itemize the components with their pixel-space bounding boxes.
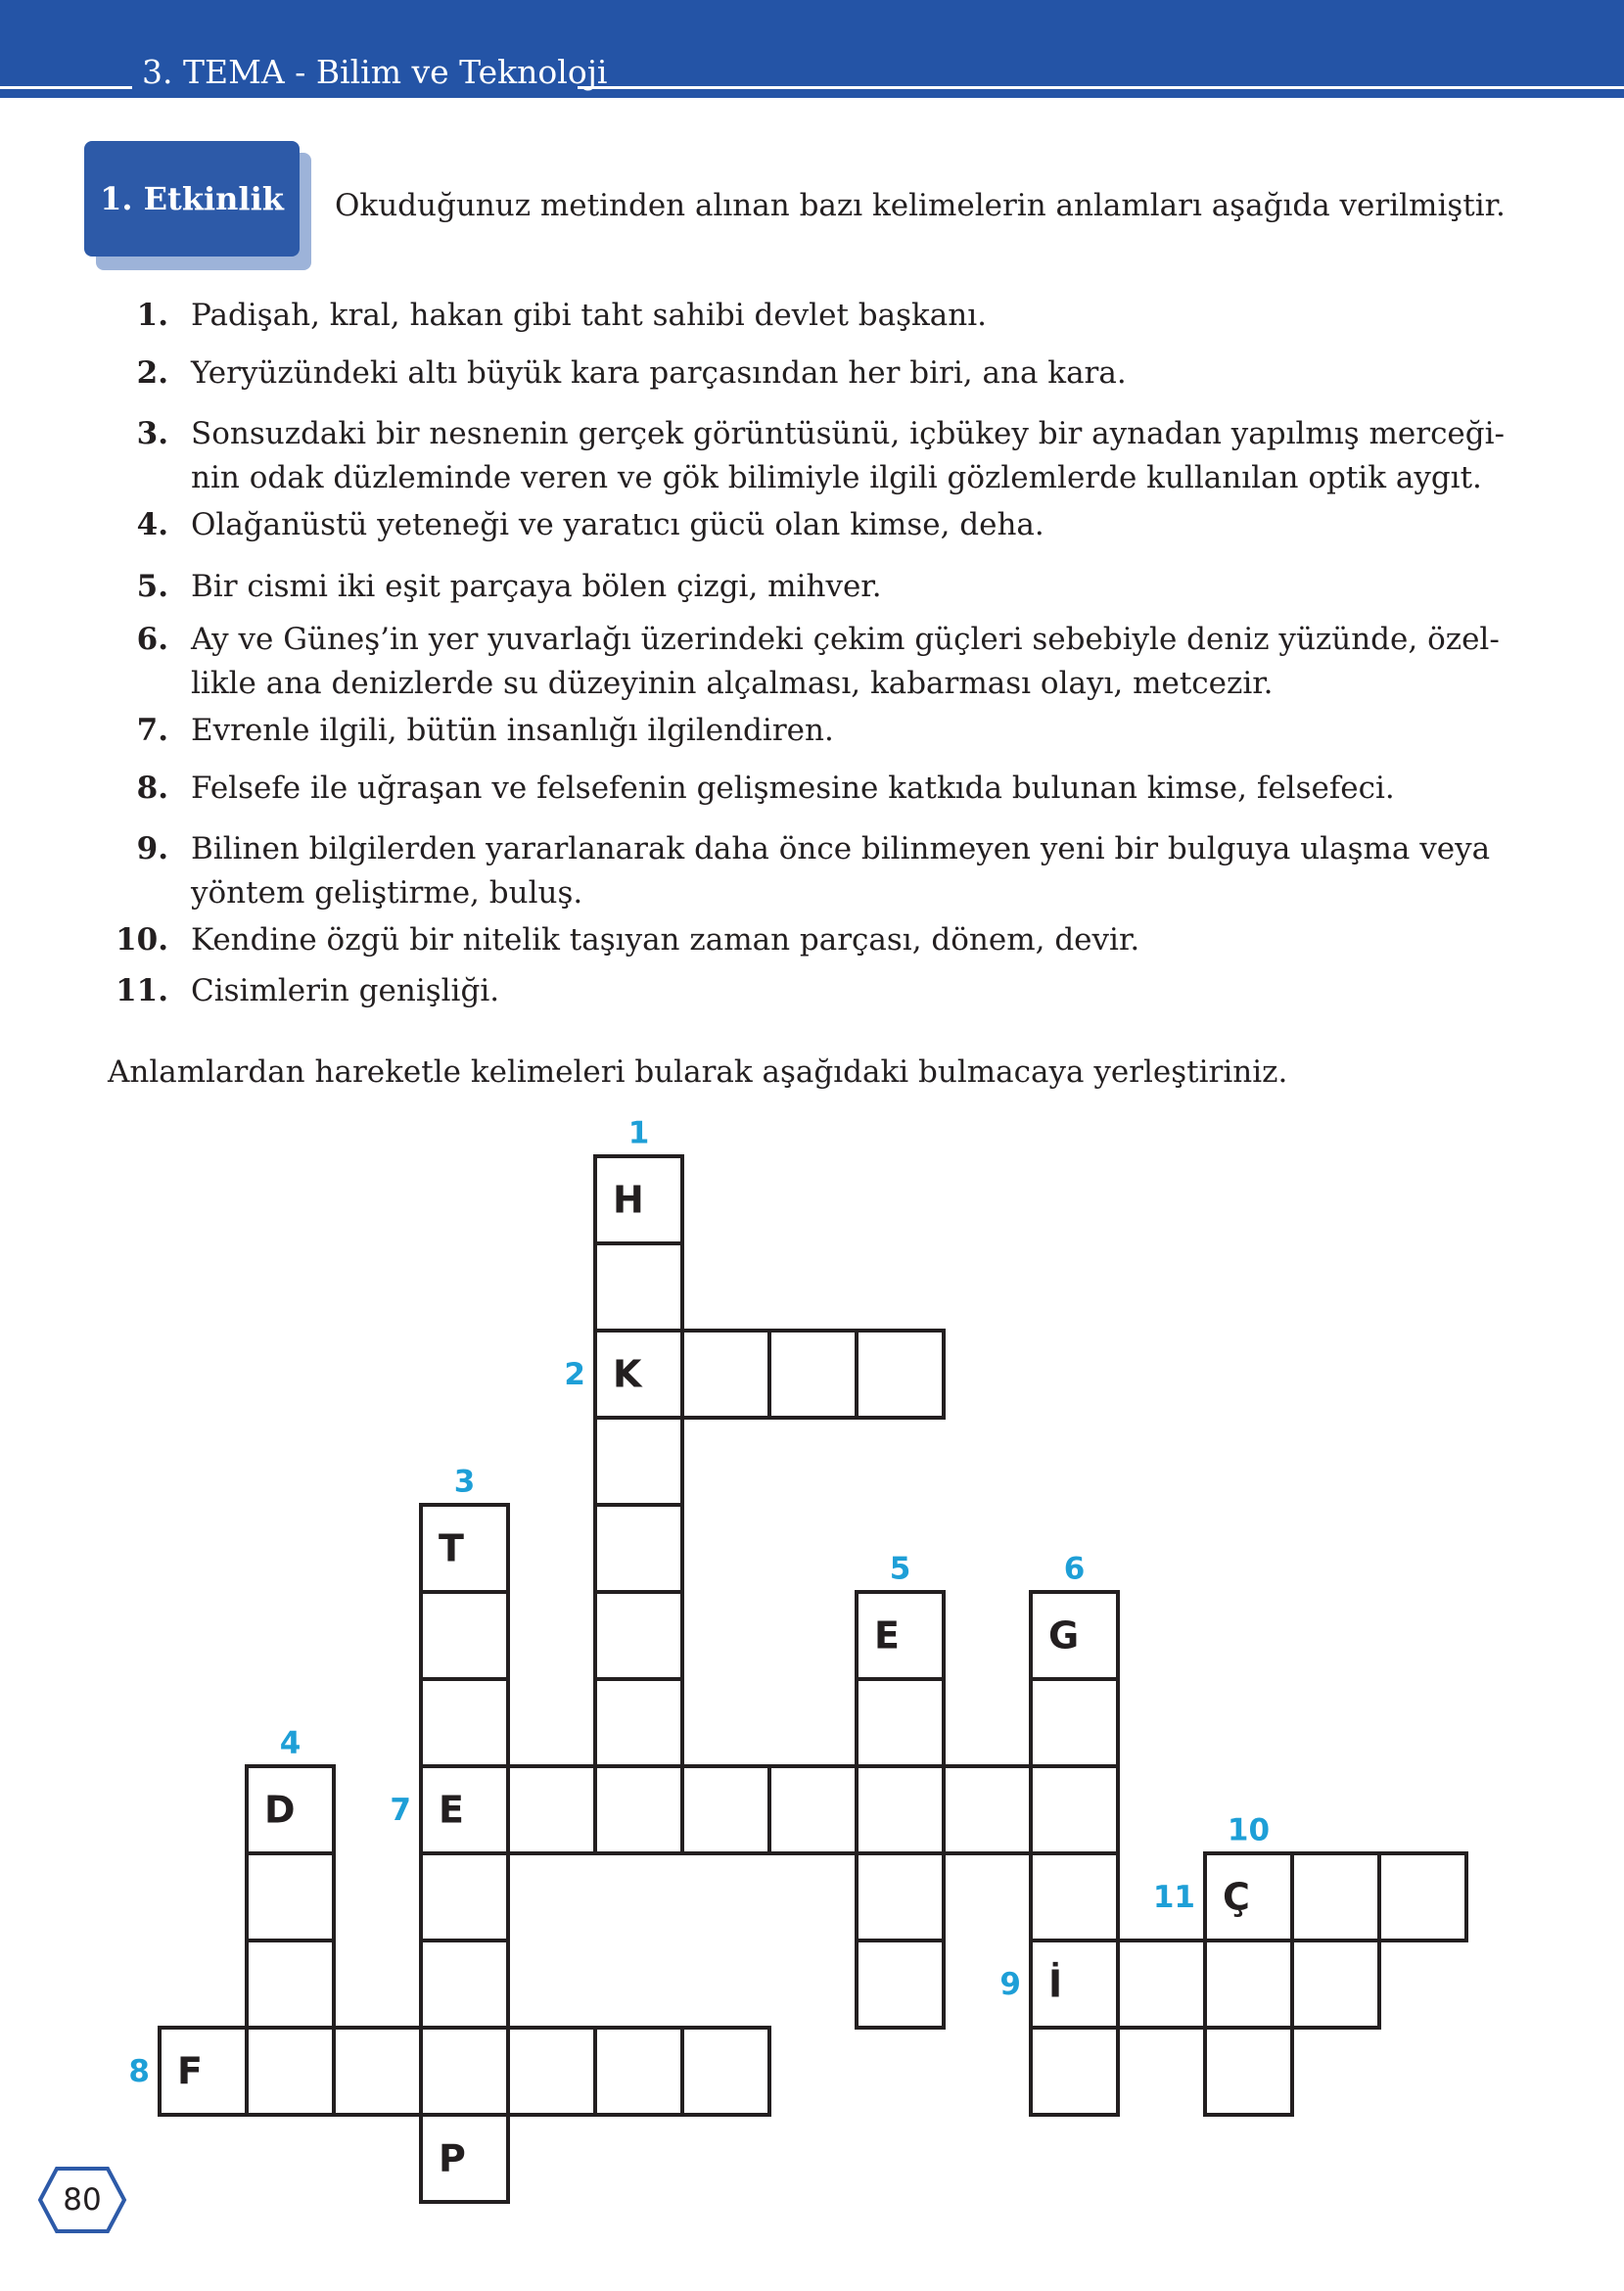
clue-number: 7 xyxy=(390,1793,411,1828)
clue-number: 3 xyxy=(453,1464,476,1500)
definition-text: Felsefe ile uğraşan ve felsefenin gelişmesine katkıda bulunan kimse, felsefeci. xyxy=(191,771,1395,806)
definition-text: Sonsuzdaki bir nesnenin gerçek görüntüsünü, içbükey bir aynadan yapılmış merceği- xyxy=(191,416,1506,451)
definition-number: 7. xyxy=(136,713,168,748)
given-letter: K xyxy=(613,1352,642,1396)
definition-text: Ay ve Güneş’in yer yuvarlağı üzerindeki çekim güçleri sebebiyle deniz yüzünde, özel- xyxy=(191,622,1500,657)
given-letter: Ç xyxy=(1223,1875,1250,1919)
given-letter: H xyxy=(613,1178,644,1222)
given-letter: G xyxy=(1048,1613,1080,1658)
given-letter: P xyxy=(439,2136,466,2180)
definition-text: likle ana denizlerde su düzeyinin alçalması, kabarması olayı, metcezir. xyxy=(191,666,1274,701)
crossword-cell[interactable] xyxy=(247,2028,334,2115)
crossword-cell[interactable] xyxy=(857,1331,944,1418)
crossword-cell[interactable] xyxy=(944,1766,1031,1853)
activity-intro: Okuduğunuz metinden alınan bazı kelimelerin anlamları aşağıda verilmiştir. xyxy=(335,188,1506,223)
given-letter: D xyxy=(264,1788,296,1832)
clue-number: 2 xyxy=(564,1357,585,1392)
clue-number: 10 xyxy=(1227,1812,1271,1848)
clue-number: 4 xyxy=(279,1725,302,1761)
definition-text: Bilinen bilgilerden yararlanarak daha önce bilinmeyen yeni bir bulguya ulaşma veya xyxy=(191,831,1491,866)
definition-number: 8. xyxy=(136,771,168,806)
definition-text: Bir cismi iki eşit parçaya bölen çizgi, mihver. xyxy=(191,569,882,604)
crossword-cell[interactable] xyxy=(682,1766,769,1853)
clue-number: 1 xyxy=(627,1115,650,1151)
clue-number: 8 xyxy=(128,2054,150,2089)
page-number: 80 xyxy=(63,2182,102,2218)
definition-number: 6. xyxy=(136,622,168,657)
definition-text: Kendine özgü bir nitelik taşıyan zaman parçası, dönem, devir. xyxy=(191,922,1140,958)
crossword-cell[interactable] xyxy=(769,1766,857,1853)
clue-number: 9 xyxy=(999,1967,1021,2002)
crossword-cell[interactable] xyxy=(1292,1940,1379,2028)
crossword-cell[interactable] xyxy=(857,1766,944,1853)
crossword-cell[interactable] xyxy=(421,1766,508,1853)
crossword-cell[interactable] xyxy=(247,1940,334,2028)
crossword-cell[interactable] xyxy=(1292,1853,1379,1940)
crossword-cell[interactable] xyxy=(857,1853,944,1940)
puzzle-instruction: Anlamlardan hareketle kelimeleri bularak aşağıdaki bulmacaya yerleştiriniz. xyxy=(108,1054,1288,1090)
crossword-cell[interactable] xyxy=(1031,1853,1118,1940)
crossword-cell[interactable] xyxy=(595,1679,682,1766)
crossword-cell[interactable] xyxy=(595,1418,682,1505)
crossword-cell[interactable] xyxy=(334,2028,421,2115)
definition-number: 2. xyxy=(136,355,168,391)
definition-number: 9. xyxy=(136,831,168,866)
crossword-cell[interactable] xyxy=(1205,1940,1292,2028)
crossword-cell[interactable] xyxy=(1031,2028,1118,2115)
definition-number: 3. xyxy=(136,416,168,451)
given-letter: T xyxy=(439,1526,464,1570)
definition-text: Olağanüstü yeteneği ve yaratıcı gücü olan kimse, deha. xyxy=(191,507,1044,542)
given-letter: F xyxy=(177,2049,203,2093)
crossword-cell[interactable] xyxy=(595,2028,682,2115)
crossword-cell[interactable] xyxy=(508,2028,595,2115)
chapter-title: 3. TEMA - Bilim ve Teknoloji xyxy=(142,53,608,91)
crossword-cell[interactable] xyxy=(1031,1679,1118,1766)
crossword-cell[interactable] xyxy=(421,1592,508,1679)
clue-number: 11 xyxy=(1152,1880,1195,1915)
definition-text: Evrenle ilgili, bütün insanlığı ilgilendiren. xyxy=(191,713,834,748)
given-letter: E xyxy=(874,1613,900,1658)
clue-number: 5 xyxy=(889,1551,911,1587)
crossword-cell[interactable] xyxy=(247,1853,334,1940)
crossword-cell[interactable] xyxy=(1379,1853,1466,1940)
given-letter: E xyxy=(439,1788,464,1832)
definition-text: Padişah, kral, hakan gibi taht sahibi devlet başkanı. xyxy=(191,298,987,333)
crossword-cell[interactable] xyxy=(1205,2028,1292,2115)
crossword-cell[interactable] xyxy=(1031,1940,1118,2028)
crossword-cell[interactable] xyxy=(682,1331,769,1418)
crossword-cell[interactable] xyxy=(595,1592,682,1679)
crossword-cell[interactable] xyxy=(595,1766,682,1853)
given-letter: İ xyxy=(1048,1962,1063,2006)
activity-label: 1. Etkinlik xyxy=(84,141,300,257)
crossword-cell[interactable] xyxy=(1118,1940,1205,2028)
crossword-cell[interactable] xyxy=(160,2028,247,2115)
crossword-cell[interactable] xyxy=(1031,1766,1118,1853)
definition-number: 1. xyxy=(136,298,168,333)
clue-number: 6 xyxy=(1063,1551,1086,1587)
crossword-cell[interactable] xyxy=(595,1243,682,1331)
crossword-cell[interactable] xyxy=(595,1505,682,1592)
crossword-cell[interactable] xyxy=(421,1505,508,1592)
definition-number: 11. xyxy=(116,973,168,1008)
definition-number: 5. xyxy=(136,569,168,604)
definition-text: Yeryüzündeki altı büyük kara parçasından her biri, ana kara. xyxy=(191,355,1127,391)
crossword-cell[interactable] xyxy=(857,1679,944,1766)
crossword-cell[interactable] xyxy=(857,1592,944,1679)
crossword-cell[interactable] xyxy=(857,1940,944,2028)
crossword-cell[interactable] xyxy=(682,2028,769,2115)
crossword-cell[interactable] xyxy=(421,2028,508,2115)
definition-text: nin odak düzleminde veren ve gök bilimiyle ilgili gözlemlerde kullanılan optik aygıt. xyxy=(191,460,1482,495)
crossword-cell[interactable] xyxy=(508,1766,595,1853)
definition-number: 10. xyxy=(116,922,168,958)
definition-number: 4. xyxy=(136,507,168,542)
crossword-cell[interactable] xyxy=(421,1853,508,1940)
definition-text: yöntem geliştirme, buluş. xyxy=(191,875,583,911)
crossword-cell[interactable] xyxy=(421,1940,508,2028)
crossword-cell[interactable] xyxy=(421,1679,508,1766)
crossword-cell[interactable] xyxy=(769,1331,857,1418)
definition-text: Cisimlerin genişliği. xyxy=(191,973,500,1008)
